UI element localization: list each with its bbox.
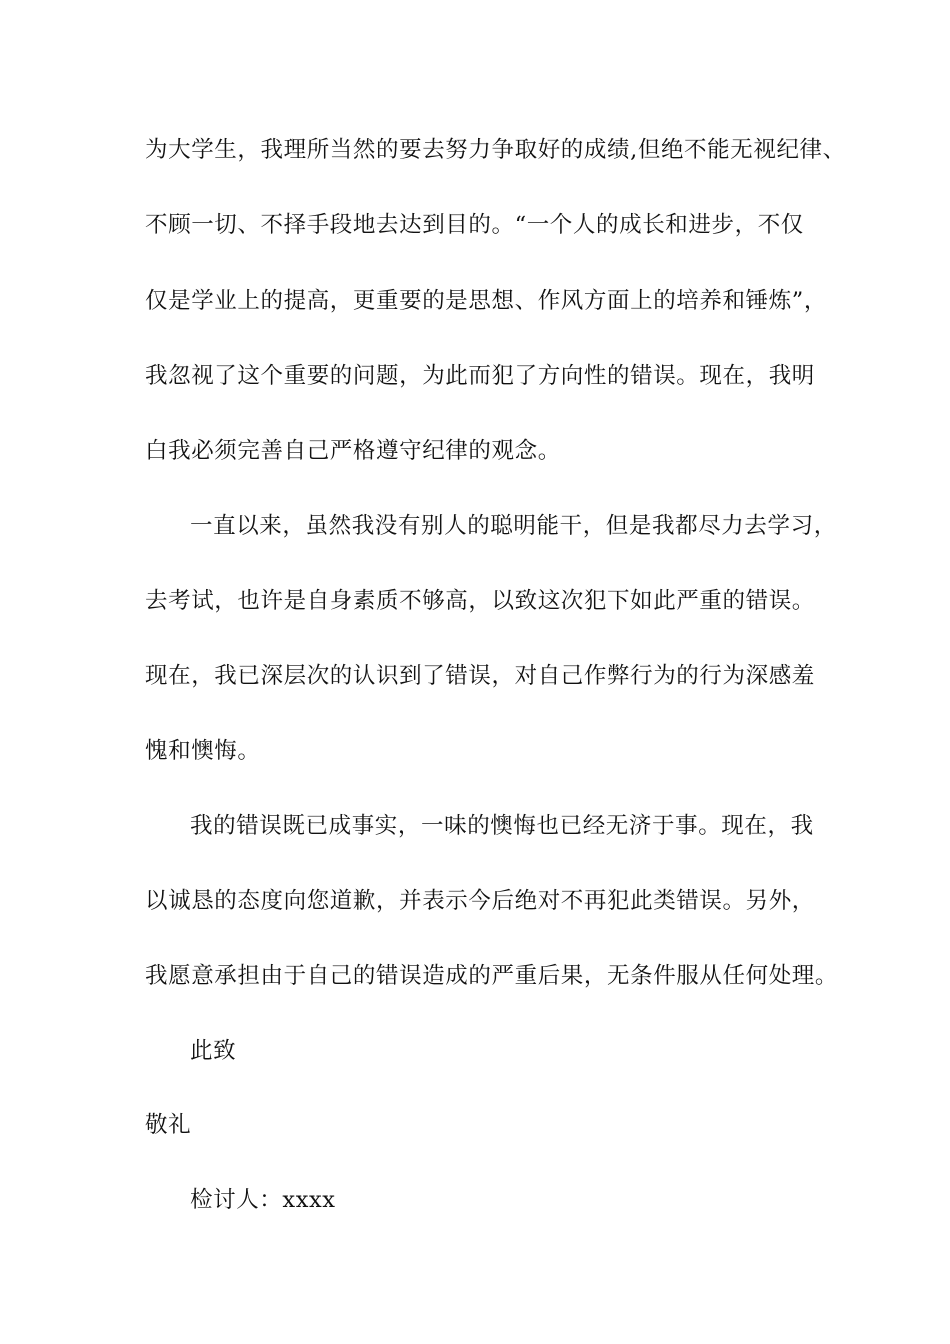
paragraph-line: 仅是学业上的提高，更重要的是思想、作风方面上的培养和锤炼”， [145,288,828,314]
paragraph-line: 为大学生，我理所当然的要去努力争取好的成绩,但绝不能无视纪律、 [145,137,846,163]
paragraph-line: 我愿意承担由于自己的错误造成的严重后果，无条件服从任何处理。 [145,963,839,989]
paragraph-line: 现在，我已深层次的认识到了错误，对自己作弊行为的行为深感羞 [145,663,815,689]
closing-text: 此致 [190,1038,237,1064]
paragraph-line: 白我必须完善自己严格遵守纪律的观念。 [145,438,561,464]
salute-text: 敬礼 [145,1112,192,1138]
paragraph-line: 以诚恳的态度向您道歉，并表示今后绝对不再犯此类错误。另外， [145,888,815,914]
paragraph-line: 我的错误既已成事实，一味的懊悔也已经无济于事。现在，我 [190,813,814,839]
paragraph-line: 去考试，也许是自身素质不够高，以致这次犯下如此严重的错误。 [145,588,815,614]
paragraph-line: 一直以来，虽然我没有别人的聪明能干，但是我都尽力去学习， [190,513,837,539]
paragraph-line: 不顾一切、不择手段地去达到目的。“一个人的成长和进步，不仅 [145,212,804,238]
signature-line: 检讨人：xxxx [190,1187,336,1213]
paragraph-line: 我忽视了这个重要的问题，为此而犯了方向性的错误。现在，我明 [145,363,815,389]
paragraph-line: 愧和懊悔。 [145,738,261,764]
